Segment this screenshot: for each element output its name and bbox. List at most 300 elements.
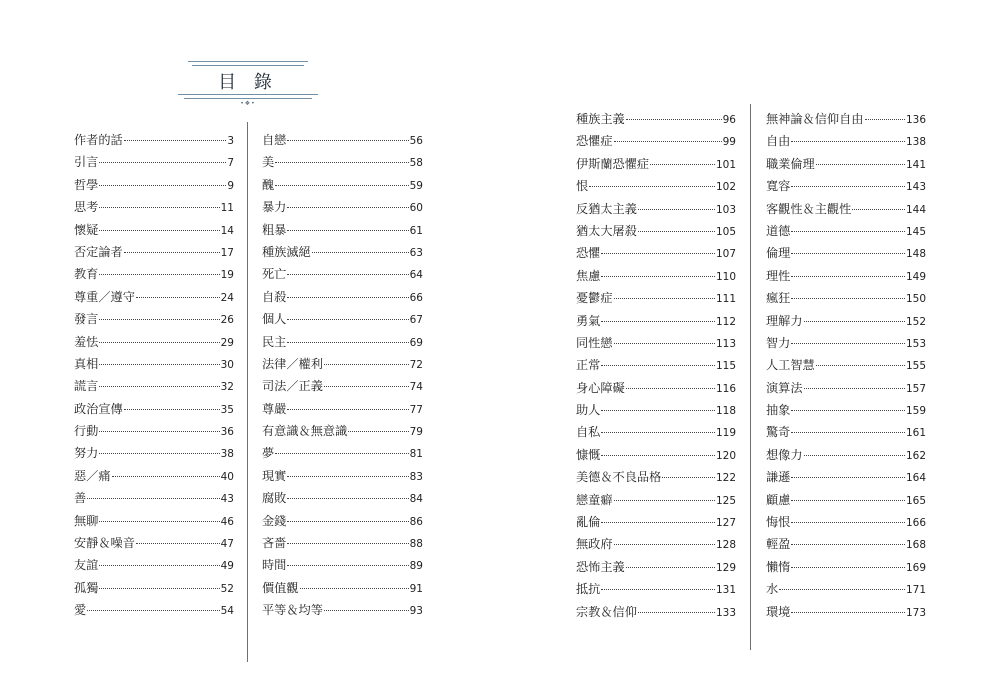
toc-entry-title: 腐敗 xyxy=(262,491,287,506)
toc-dot-leader xyxy=(614,544,715,545)
toc-entry[interactable] xyxy=(576,489,736,511)
toc-entry-title: 努力 xyxy=(74,446,99,461)
right-page xyxy=(500,0,1000,700)
column-divider-left-page xyxy=(247,122,248,662)
toc-entry-page-number: 171 xyxy=(905,584,926,597)
toc-entry-title: 驚奇 xyxy=(766,425,791,440)
toc-entry-page-number: 118 xyxy=(715,405,736,418)
toc-entry-page-number: 166 xyxy=(905,517,926,530)
toc-dot-leader xyxy=(601,589,715,590)
toc-entry[interactable] xyxy=(74,353,234,375)
toc-entry[interactable] xyxy=(576,511,736,533)
toc-entry[interactable] xyxy=(576,421,736,443)
toc-entry-page-number: 107 xyxy=(715,248,736,261)
toc-entry[interactable] xyxy=(262,263,423,285)
toc-entry-page-number: 69 xyxy=(409,336,423,349)
toc-entry-page-number: 103 xyxy=(715,203,736,216)
toc-dot-leader xyxy=(626,388,715,389)
toc-entry-title: 悔恨 xyxy=(766,515,791,530)
toc-entry-title: 智力 xyxy=(766,335,791,350)
toc-entry[interactable] xyxy=(576,130,736,152)
toc-dot-leader xyxy=(804,388,905,389)
toc-entry[interactable] xyxy=(74,174,234,196)
toc-entry-title: 慷慨 xyxy=(576,447,601,462)
toc-entry-title: 民主 xyxy=(262,334,287,349)
toc-dot-leader xyxy=(287,521,408,522)
toc-dot-leader xyxy=(275,185,408,186)
toc-entry-title: 理性 xyxy=(766,268,791,283)
toc-entry-page-number: 58 xyxy=(409,157,423,170)
toc-entry-page-number: 43 xyxy=(220,493,234,506)
toc-entry[interactable] xyxy=(262,129,423,151)
toc-entry-page-number: 35 xyxy=(220,403,234,416)
toc-entry[interactable] xyxy=(766,533,926,555)
toc-entry-page-number: 93 xyxy=(409,605,423,618)
toc-entry-title: 同性戀 xyxy=(576,335,613,350)
toc-dot-leader xyxy=(99,274,219,275)
toc-entry-page-number: 101 xyxy=(715,158,736,171)
toc-entry-title: 否定論者 xyxy=(74,244,123,259)
toc-entry-title: 有意識＆無意識 xyxy=(262,424,348,439)
toc-entry-page-number: 113 xyxy=(715,337,736,350)
toc-entry[interactable] xyxy=(74,487,234,509)
toc-dot-leader xyxy=(779,589,905,590)
toc-entry-page-number: 119 xyxy=(715,427,736,440)
toc-entry-title: 宗教＆信仰 xyxy=(576,604,637,619)
toc-entry-page-number: 153 xyxy=(905,337,926,350)
toc-dot-leader xyxy=(601,253,715,254)
toc-entry[interactable] xyxy=(766,332,926,354)
toc-entry[interactable] xyxy=(262,577,423,599)
toc-entry-title: 職業倫理 xyxy=(766,156,815,171)
toc-entry-title: 作者的話 xyxy=(74,133,123,147)
toc-entry-title: 教育 xyxy=(74,267,99,282)
toc-entry[interactable] xyxy=(262,174,423,196)
toc-entry-page-number: 38 xyxy=(220,448,234,461)
toc-dot-leader xyxy=(601,276,715,277)
toc-entry-title: 勇氣 xyxy=(576,313,601,328)
toc-entry-page-number: 83 xyxy=(409,470,423,483)
toc-entry-page-number: 40 xyxy=(220,470,234,483)
toc-entry[interactable] xyxy=(766,601,926,623)
toc-entry-title: 恐怖主義 xyxy=(576,559,625,574)
toc-entry[interactable] xyxy=(576,399,736,421)
toc-dot-leader xyxy=(300,588,409,589)
toc-entry-title: 人工智慧 xyxy=(766,358,815,373)
toc-entry[interactable] xyxy=(576,265,736,287)
toc-dot-leader xyxy=(99,230,219,231)
toc-entry-title: 身心障礙 xyxy=(576,380,625,395)
toc-entry[interactable] xyxy=(262,442,423,464)
toc-entry-page-number: 9 xyxy=(227,179,234,192)
toc-entry[interactable] xyxy=(74,442,234,464)
title-ornament-icon: •❖• xyxy=(240,100,256,107)
toc-entry[interactable] xyxy=(766,466,926,488)
toc-entry-title: 價值觀 xyxy=(262,580,299,595)
toc-entry-title: 水 xyxy=(766,582,779,597)
toc-entry-title: 尊重／遵守 xyxy=(74,289,135,304)
toc-dot-leader xyxy=(124,252,220,253)
toc-heading: 目 錄 xyxy=(218,72,278,93)
title-rule-bottom-1 xyxy=(178,94,318,95)
toc-entry-title: 哲學 xyxy=(74,177,99,192)
toc-dot-leader xyxy=(638,209,715,210)
toc-dot-leader xyxy=(791,567,905,568)
toc-entry-page-number: 17 xyxy=(220,246,234,259)
toc-entry[interactable] xyxy=(262,331,423,353)
toc-dot-leader xyxy=(287,342,408,343)
toc-entry-page-number: 165 xyxy=(905,494,926,507)
toc-entry[interactable] xyxy=(766,153,926,175)
toc-entry-page-number: 88 xyxy=(409,538,423,551)
toc-entry[interactable] xyxy=(576,242,736,264)
toc-entry[interactable] xyxy=(74,196,234,218)
toc-dot-leader xyxy=(614,298,715,299)
toc-entry-title: 思考 xyxy=(74,200,99,215)
toc-entry-page-number: 169 xyxy=(905,561,926,574)
toc-entry[interactable] xyxy=(766,399,926,421)
toc-entry-title: 亂倫 xyxy=(576,515,601,530)
toc-dot-leader xyxy=(99,521,219,522)
toc-entry-title: 道德 xyxy=(766,223,791,238)
toc-entry[interactable] xyxy=(576,153,736,175)
toc-entry-title: 恨 xyxy=(576,179,589,194)
toc-dot-leader xyxy=(324,364,409,365)
toc-entry[interactable] xyxy=(74,241,234,263)
toc-dot-leader xyxy=(99,342,219,343)
toc-entry[interactable] xyxy=(262,398,423,420)
toc-dot-leader xyxy=(791,298,905,299)
toc-entry-page-number: 29 xyxy=(220,336,234,349)
toc-entry-page-number: 148 xyxy=(905,248,926,261)
toc-entry-title: 助人 xyxy=(576,403,601,418)
toc-entry[interactable] xyxy=(262,219,423,241)
toc-dot-leader xyxy=(589,186,715,187)
toc-entry-title: 暴力 xyxy=(262,200,287,215)
toc-entry-page-number: 102 xyxy=(715,181,736,194)
toc-entry-page-number: 59 xyxy=(409,179,423,192)
toc-entry[interactable] xyxy=(576,287,736,309)
toc-entry[interactable] xyxy=(766,421,926,443)
toc-entry[interactable] xyxy=(74,599,234,621)
toc-dot-leader xyxy=(791,544,905,545)
toc-entry[interactable] xyxy=(766,556,926,578)
toc-entry-page-number: 30 xyxy=(220,358,234,371)
toc-entry-page-number: 86 xyxy=(409,515,423,528)
toc-dot-leader xyxy=(601,410,715,411)
toc-entry-page-number: 19 xyxy=(220,269,234,282)
toc-entry-page-number: 120 xyxy=(715,449,736,462)
toc-dot-leader xyxy=(614,500,715,501)
toc-entry-title: 倫理 xyxy=(766,246,791,261)
toc-entry[interactable] xyxy=(74,465,234,487)
toc-entry-title: 顧慮 xyxy=(766,492,791,507)
toc-dot-leader xyxy=(791,276,905,277)
toc-entry[interactable] xyxy=(576,601,736,623)
toc-entry-title: 羞怯 xyxy=(74,334,99,349)
toc-entry-page-number: 67 xyxy=(409,314,423,327)
toc-entry-title: 愛 xyxy=(74,603,87,618)
toc-entry-page-number: 150 xyxy=(905,293,926,306)
toc-entry[interactable] xyxy=(766,130,926,152)
toc-entry-page-number: 164 xyxy=(905,472,926,485)
toc-entry[interactable] xyxy=(74,420,234,442)
toc-dot-leader xyxy=(614,343,715,344)
toc-entry-title: 吝嗇 xyxy=(262,536,287,551)
toc-entry-page-number: 138 xyxy=(905,136,926,149)
toc-entry[interactable] xyxy=(766,287,926,309)
toc-entry-page-number: 61 xyxy=(409,224,423,237)
toc-entry-page-number: 128 xyxy=(715,539,736,552)
toc-entry-page-number: 66 xyxy=(409,291,423,304)
toc-entry[interactable] xyxy=(766,377,926,399)
toc-entry[interactable] xyxy=(74,286,234,308)
toc-entry[interactable] xyxy=(262,532,423,554)
toc-entry-page-number: 145 xyxy=(905,225,926,238)
toc-entry[interactable] xyxy=(766,511,926,533)
toc-entry[interactable] xyxy=(74,577,234,599)
toc-column-2 xyxy=(262,129,423,622)
toc-entry[interactable] xyxy=(262,151,423,173)
toc-entry[interactable] xyxy=(262,286,423,308)
toc-entry-title: 猶太大屠殺 xyxy=(576,223,637,238)
toc-dot-leader xyxy=(791,253,905,254)
toc-entry-title: 平等＆均等 xyxy=(262,603,323,618)
toc-dot-leader xyxy=(312,252,409,253)
toc-entry-title: 客觀性＆主觀性 xyxy=(766,201,852,216)
toc-entry[interactable] xyxy=(576,444,736,466)
toc-entry-title: 環境 xyxy=(766,604,791,619)
toc-entry-page-number: 64 xyxy=(409,269,423,282)
toc-entry[interactable] xyxy=(576,466,736,488)
toc-entry[interactable] xyxy=(766,489,926,511)
toc-entry-title: 寬容 xyxy=(766,179,791,194)
toc-entry-page-number: 79 xyxy=(409,426,423,439)
toc-entry-page-number: 152 xyxy=(905,315,926,328)
toc-entry-title: 醜 xyxy=(262,177,275,192)
toc-entry[interactable] xyxy=(576,108,736,130)
column-divider-right-page xyxy=(750,104,751,650)
toc-entry-title: 瘋狂 xyxy=(766,291,791,306)
toc-entry-page-number: 161 xyxy=(905,427,926,440)
toc-entry-page-number: 110 xyxy=(715,270,736,283)
toc-dot-leader xyxy=(287,498,408,499)
toc-dot-leader xyxy=(287,207,408,208)
toc-entry-title: 個人 xyxy=(262,312,287,327)
toc-dot-leader xyxy=(852,209,905,210)
toc-dot-leader xyxy=(601,365,715,366)
toc-dot-leader xyxy=(275,162,408,163)
toc-entry-page-number: 173 xyxy=(905,606,926,619)
toc-entry[interactable] xyxy=(766,220,926,242)
toc-entry-title: 政治宣傳 xyxy=(74,401,123,416)
toc-entry[interactable] xyxy=(74,263,234,285)
toc-entry[interactable] xyxy=(766,175,926,197)
toc-entry-title: 孤獨 xyxy=(74,580,99,595)
toc-dot-leader xyxy=(804,321,905,322)
toc-dot-leader xyxy=(791,141,905,142)
toc-entry-title: 無聊 xyxy=(74,513,99,528)
toc-dot-leader xyxy=(638,231,715,232)
toc-entry[interactable] xyxy=(262,554,423,576)
toc-entry[interactable] xyxy=(262,465,423,487)
toc-dot-leader xyxy=(287,230,408,231)
toc-entry-title: 恐懼 xyxy=(576,246,601,261)
toc-entry-page-number: 144 xyxy=(905,203,926,216)
toc-dot-leader xyxy=(638,612,715,613)
toc-entry[interactable] xyxy=(576,578,736,600)
toc-entry-title: 恐懼症 xyxy=(576,134,613,149)
toc-entry[interactable] xyxy=(74,532,234,554)
toc-entry-title: 美 xyxy=(262,155,275,170)
title-rule-top-2 xyxy=(192,65,304,66)
toc-entry[interactable] xyxy=(262,487,423,509)
toc-entry-title: 死亡 xyxy=(262,267,287,282)
toc-dot-leader xyxy=(804,455,905,456)
toc-entry[interactable] xyxy=(74,398,234,420)
toc-dot-leader xyxy=(816,365,905,366)
toc-entry-title: 自殺 xyxy=(262,289,287,304)
toc-entry-title: 行動 xyxy=(74,424,99,439)
toc-entry[interactable] xyxy=(74,331,234,353)
toc-entry-page-number: 155 xyxy=(905,360,926,373)
toc-entry[interactable] xyxy=(262,599,423,621)
toc-dot-leader xyxy=(99,431,219,432)
toc-entry[interactable] xyxy=(262,241,423,263)
toc-entry-page-number: 46 xyxy=(220,515,234,528)
toc-entry[interactable] xyxy=(576,332,736,354)
toc-entry-page-number: 52 xyxy=(220,582,234,595)
toc-entry[interactable] xyxy=(74,375,234,397)
toc-entry[interactable] xyxy=(262,353,423,375)
toc-entry-page-number: 81 xyxy=(409,448,423,461)
toc-entry-title: 種族主義 xyxy=(576,112,625,126)
toc-entry-page-number: 89 xyxy=(409,560,423,573)
toc-entry[interactable] xyxy=(262,375,423,397)
toc-entry-page-number: 111 xyxy=(715,293,736,306)
toc-entry-title: 安靜＆噪音 xyxy=(74,536,135,551)
toc-entry[interactable] xyxy=(262,196,423,218)
toc-entry-page-number: 60 xyxy=(409,202,423,215)
toc-dot-leader xyxy=(287,274,408,275)
toc-entry[interactable] xyxy=(576,377,736,399)
toc-entry[interactable] xyxy=(262,420,423,442)
toc-entry[interactable] xyxy=(74,554,234,576)
toc-dot-leader xyxy=(124,409,220,410)
toc-entry-title: 粗暴 xyxy=(262,222,287,237)
toc-entry[interactable] xyxy=(766,578,926,600)
toc-entry-title: 夢 xyxy=(262,446,275,461)
toc-entry-title: 友誼 xyxy=(74,558,99,573)
title-rule-bottom-2 xyxy=(184,98,312,99)
toc-entry-page-number: 136 xyxy=(905,114,926,126)
toc-entry-title: 懷疑 xyxy=(74,222,99,237)
toc-entry-page-number: 3 xyxy=(227,135,234,147)
toc-entry-title: 演算法 xyxy=(766,380,803,395)
toc-entry-title: 抵抗 xyxy=(576,582,601,597)
toc-entry[interactable] xyxy=(262,510,423,532)
toc-dot-leader xyxy=(816,164,905,165)
toc-entry[interactable] xyxy=(74,219,234,241)
toc-entry[interactable] xyxy=(766,310,926,332)
toc-entry[interactable] xyxy=(576,354,736,376)
toc-entry-title: 真相 xyxy=(74,356,99,371)
toc-column-1 xyxy=(74,129,234,622)
toc-entry-page-number: 49 xyxy=(220,560,234,573)
toc-entry-title: 謊言 xyxy=(74,379,99,394)
toc-entry-page-number: 84 xyxy=(409,493,423,506)
toc-entry[interactable] xyxy=(74,510,234,532)
toc-entry[interactable] xyxy=(766,108,926,130)
toc-dot-leader xyxy=(99,364,219,365)
toc-dot-leader xyxy=(99,319,219,320)
toc-dot-leader xyxy=(662,477,715,478)
toc-dot-leader xyxy=(791,500,905,501)
toc-dot-leader xyxy=(99,565,219,566)
toc-dot-leader xyxy=(626,567,715,568)
toc-dot-leader xyxy=(99,207,219,208)
toc-entry-page-number: 72 xyxy=(409,358,423,371)
toc-dot-leader xyxy=(791,186,905,187)
toc-entry-page-number: 157 xyxy=(905,382,926,395)
toc-entry-page-number: 122 xyxy=(715,472,736,485)
toc-entry-page-number: 115 xyxy=(715,360,736,373)
toc-dot-leader xyxy=(287,319,408,320)
toc-entry-page-number: 77 xyxy=(409,403,423,416)
toc-entry-title: 無政府 xyxy=(576,537,613,552)
toc-entry-page-number: 99 xyxy=(722,136,736,149)
toc-dot-leader xyxy=(348,431,408,432)
toc-entry-page-number: 133 xyxy=(715,606,736,619)
toc-entry-page-number: 143 xyxy=(905,181,926,194)
toc-entry[interactable] xyxy=(576,198,736,220)
toc-dot-leader xyxy=(791,612,905,613)
toc-entry-page-number: 63 xyxy=(409,246,423,259)
toc-dot-leader xyxy=(287,409,408,410)
toc-dot-leader xyxy=(136,297,220,298)
toc-entry[interactable] xyxy=(766,242,926,264)
toc-dot-leader xyxy=(601,522,715,523)
toc-entry-page-number: 141 xyxy=(905,158,926,171)
toc-entry[interactable] xyxy=(74,129,234,151)
toc-entry-page-number: 7 xyxy=(227,157,234,170)
toc-entry[interactable] xyxy=(576,310,736,332)
toc-entry-page-number: 116 xyxy=(715,382,736,395)
toc-entry[interactable] xyxy=(576,533,736,555)
toc-entry[interactable] xyxy=(262,308,423,330)
toc-entry[interactable] xyxy=(74,308,234,330)
toc-dot-leader xyxy=(99,185,226,186)
toc-entry[interactable] xyxy=(576,175,736,197)
toc-entry-title: 司法／正義 xyxy=(262,379,323,394)
toc-entry[interactable] xyxy=(74,151,234,173)
toc-entry-title: 自由 xyxy=(766,134,791,149)
toc-entry-title: 法律／權利 xyxy=(262,356,323,371)
toc-dot-leader xyxy=(99,386,219,387)
toc-entry-title: 金錢 xyxy=(262,513,287,528)
toc-dot-leader xyxy=(287,297,408,298)
toc-dot-leader xyxy=(99,588,219,589)
toc-entry[interactable] xyxy=(576,220,736,242)
toc-entry[interactable] xyxy=(766,444,926,466)
toc-entry[interactable] xyxy=(576,556,736,578)
toc-dot-leader xyxy=(87,610,219,611)
toc-entry[interactable] xyxy=(766,198,926,220)
toc-dot-leader xyxy=(791,231,905,232)
title-rule-top-1 xyxy=(188,61,308,62)
toc-entry[interactable] xyxy=(766,265,926,287)
toc-entry[interactable] xyxy=(766,354,926,376)
